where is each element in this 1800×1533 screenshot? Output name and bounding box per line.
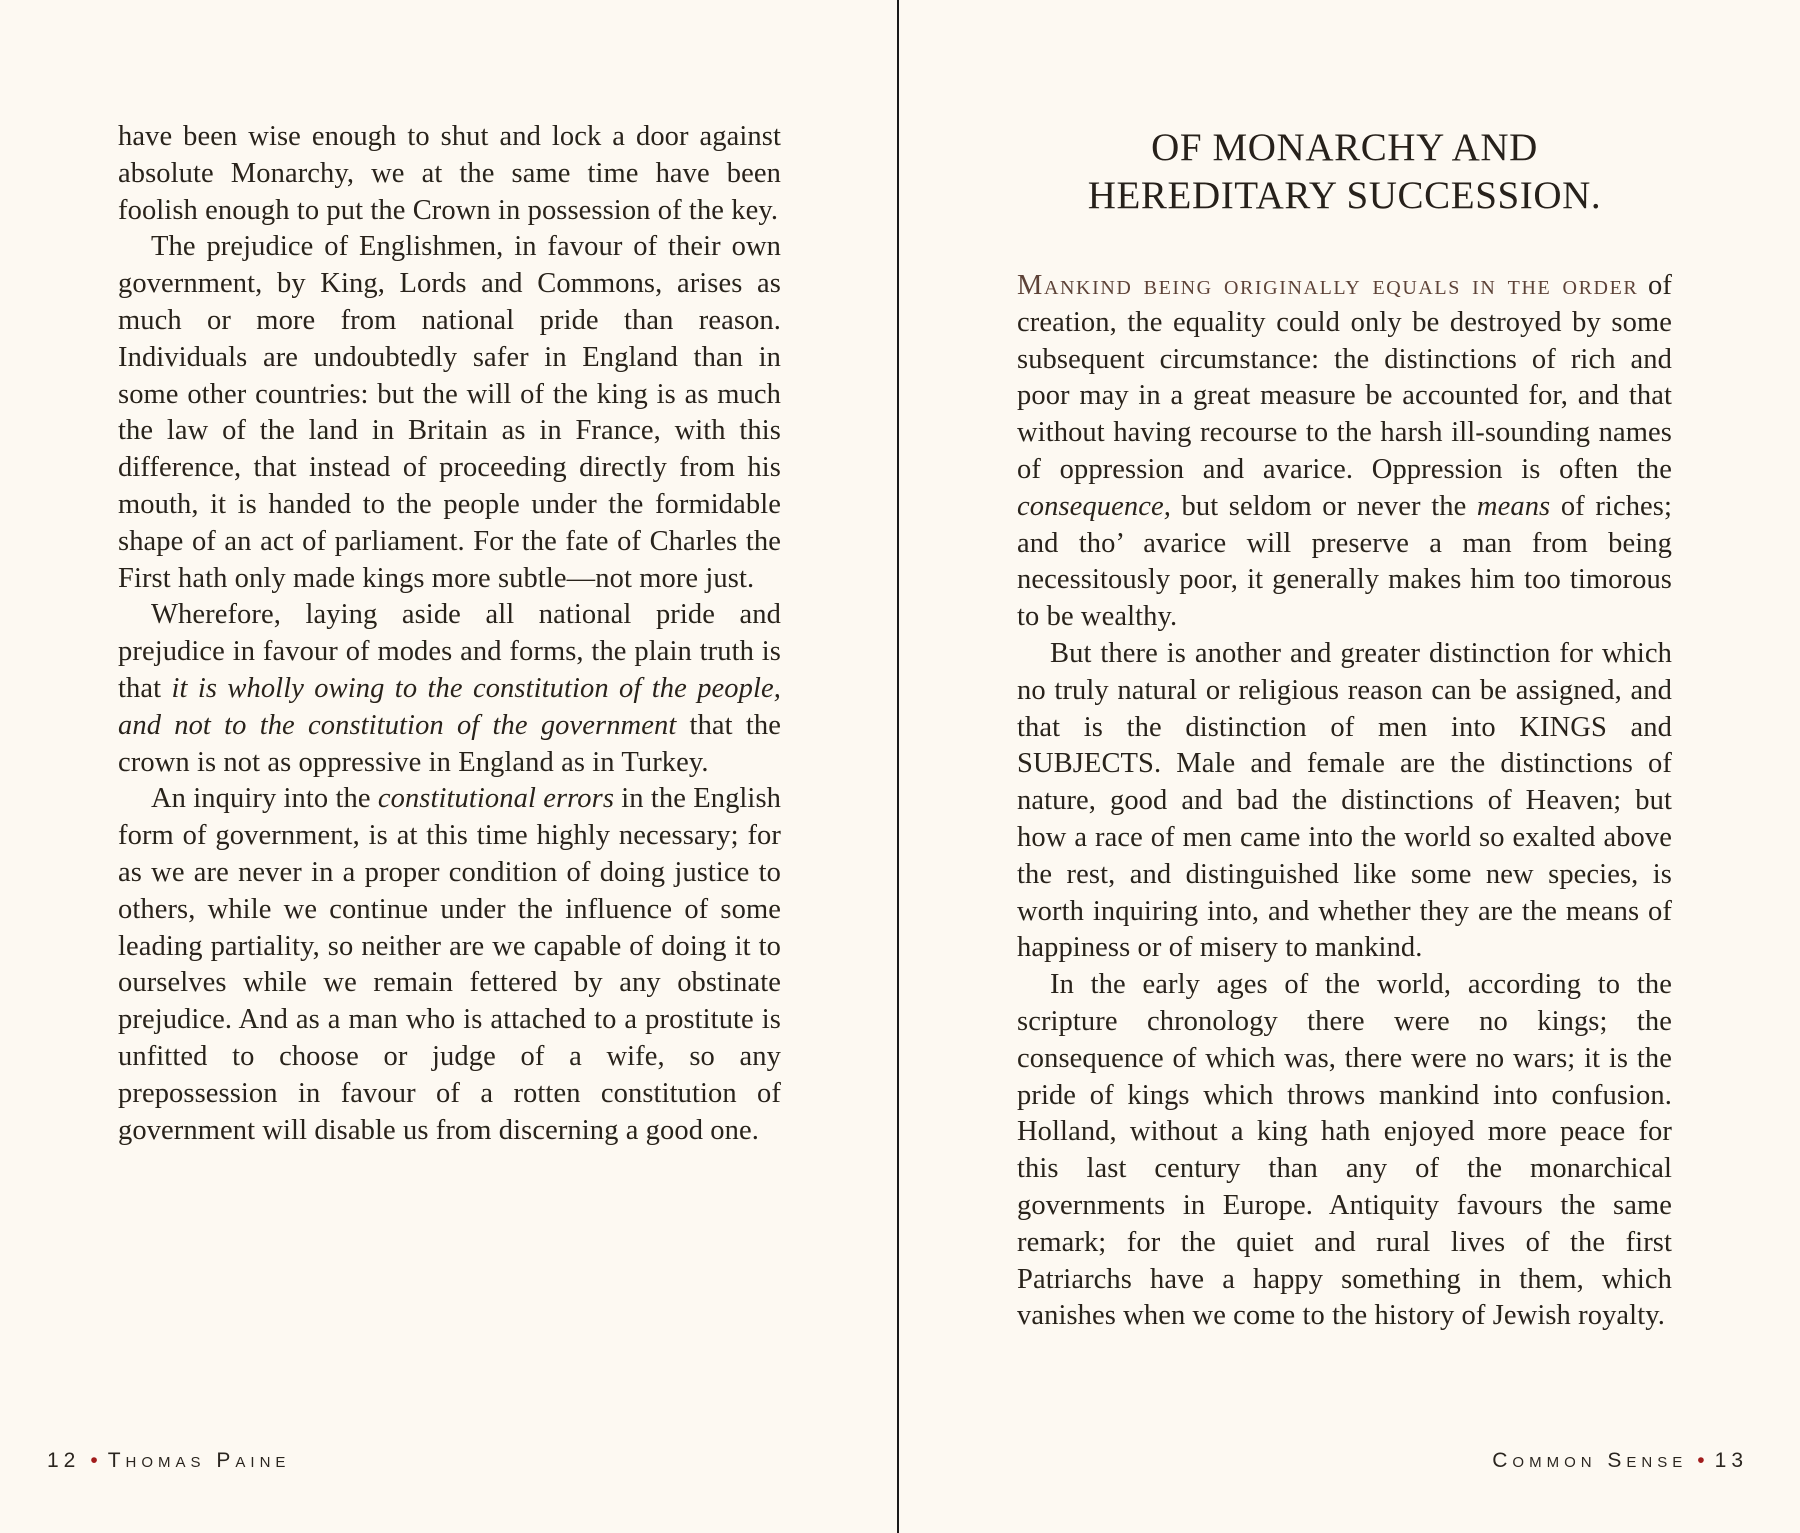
right-footer-page-number: 13 — [1714, 1449, 1748, 1472]
text-segment-normal: In the early ages of the world, according to the scripture chronology there were no kings; the consequence of which was, there were no wars; it is the pride of kings which throws mankind into confusion. Holland, without a king hath enjoyed more peace for this last century than any of the monarchical governments in Europe. Antiquity favours the same remark; for the quiet and rural lives of the first Patriarchs have a happy something in them, which vanishes when we come to the history of Jewish royalty. — [1017, 969, 1672, 1332]
left-page-body-text — [118, 119, 781, 1149]
text-segment-normal: that the crown is not as oppressive in England as in Turkey. — [118, 709, 781, 778]
paragraph — [1017, 268, 1672, 636]
paragraph — [118, 781, 781, 1149]
chapter-heading-line2: HEREDITARY SUCCESSION. — [1087, 174, 1602, 217]
text-segment-normal: The prejudice of Englishmen, in favour of their own government, by King, Lords and Commons, arises as much or more from national pride than reason. Individuals are undoubtedly safer in England than in some other countries: but the will of the king is as much the law of the land in Britain as in France, with this difference, that instead of proceeding directly from his mouth, it is handed to the people under the formidable shape of an act of parliament. For the fate of Charles the First hath only made kings more subtle—not more just. — [118, 231, 781, 594]
right-footer-title: Common Sense — [1492, 1449, 1688, 1472]
paragraph — [1017, 967, 1672, 1335]
right-page-body-text — [1017, 268, 1672, 1335]
footer-bullet-icon: • — [90, 1449, 98, 1472]
page-gutter-divider — [897, 0, 899, 1533]
text-segment-italic: means — [1476, 490, 1551, 522]
paragraph — [118, 119, 781, 229]
chapter-heading-line1: OF MONARCHY AND — [1151, 126, 1538, 169]
text-segment-smallcaps: Mankind being originally equals in the order — [1017, 270, 1639, 301]
chapter-heading — [1017, 124, 1672, 220]
left-footer-page-number: 12 — [47, 1449, 81, 1472]
text-segment-normal: but seldom or never the — [1170, 490, 1477, 522]
right-page-footer — [1492, 1449, 1748, 1473]
left-page-footer — [47, 1449, 290, 1473]
text-segment-normal: An inquiry into the — [151, 783, 378, 815]
text-segment-normal: Wherefore, laying aside all national pride and prejudice in favour of modes and forms, the plain truth is that — [118, 599, 781, 704]
footer-bullet-icon: • — [1697, 1449, 1705, 1472]
text-segment-italic: it is wholly owing to the constitution of the people, and not to the constitution of the government — [118, 672, 781, 741]
text-segment-normal: have been wise enough to shut and lock a door against absolute Monarchy, we at the same time have been foolish enough to put the Crown in possession of the key. — [118, 121, 781, 226]
text-segment-normal: of riches; and tho’ avarice will preserve a man from being necessitously poor, it generally makes him too timorous to be wealthy. — [1017, 490, 1673, 633]
text-segment-normal: in the English form of government, is at this time highly necessary; for as we are never in a proper condition of doing justice to others, while we continue under the influence of some leading partiality, so neither are we capable of doing it to ourselves while we remain fettered by any obstinate prejudice. And as a man who is attached to a prostitute is unfitted to choose or judge of a wife, so any prepossession in favour of a rotten constitution of government will disable us from discerning a good one. — [118, 783, 781, 1146]
paragraph — [118, 597, 781, 781]
text-segment-normal: of creation, the equality could only be destroyed by some subsequent circumstance: the distinctions of rich and poor may in a great measure be accounted for, and that without having recourse to the harsh ill-sounding names of oppression and avarice. Oppression is often the — [1017, 270, 1672, 485]
text-segment-normal: But there is another and greater distinction for which no truly natural or religious reason can be assigned, and that is the distinction of men into KINGS and SUBJECTS. Male and female are the distinctions of nature, good and bad the distinctions of Heaven; but how a race of men came into the world so exalted above the rest, and distinguished like some new species, is worth inquiring into, and whether they are the means of happiness or of misery to mankind. — [1017, 637, 1672, 964]
paragraph — [118, 229, 781, 597]
paragraph — [1017, 636, 1672, 967]
text-segment-italic: consequence, — [1017, 490, 1171, 522]
left-footer-author: Thomas Paine — [107, 1449, 291, 1472]
text-segment-italic: constitutional errors — [377, 783, 615, 815]
